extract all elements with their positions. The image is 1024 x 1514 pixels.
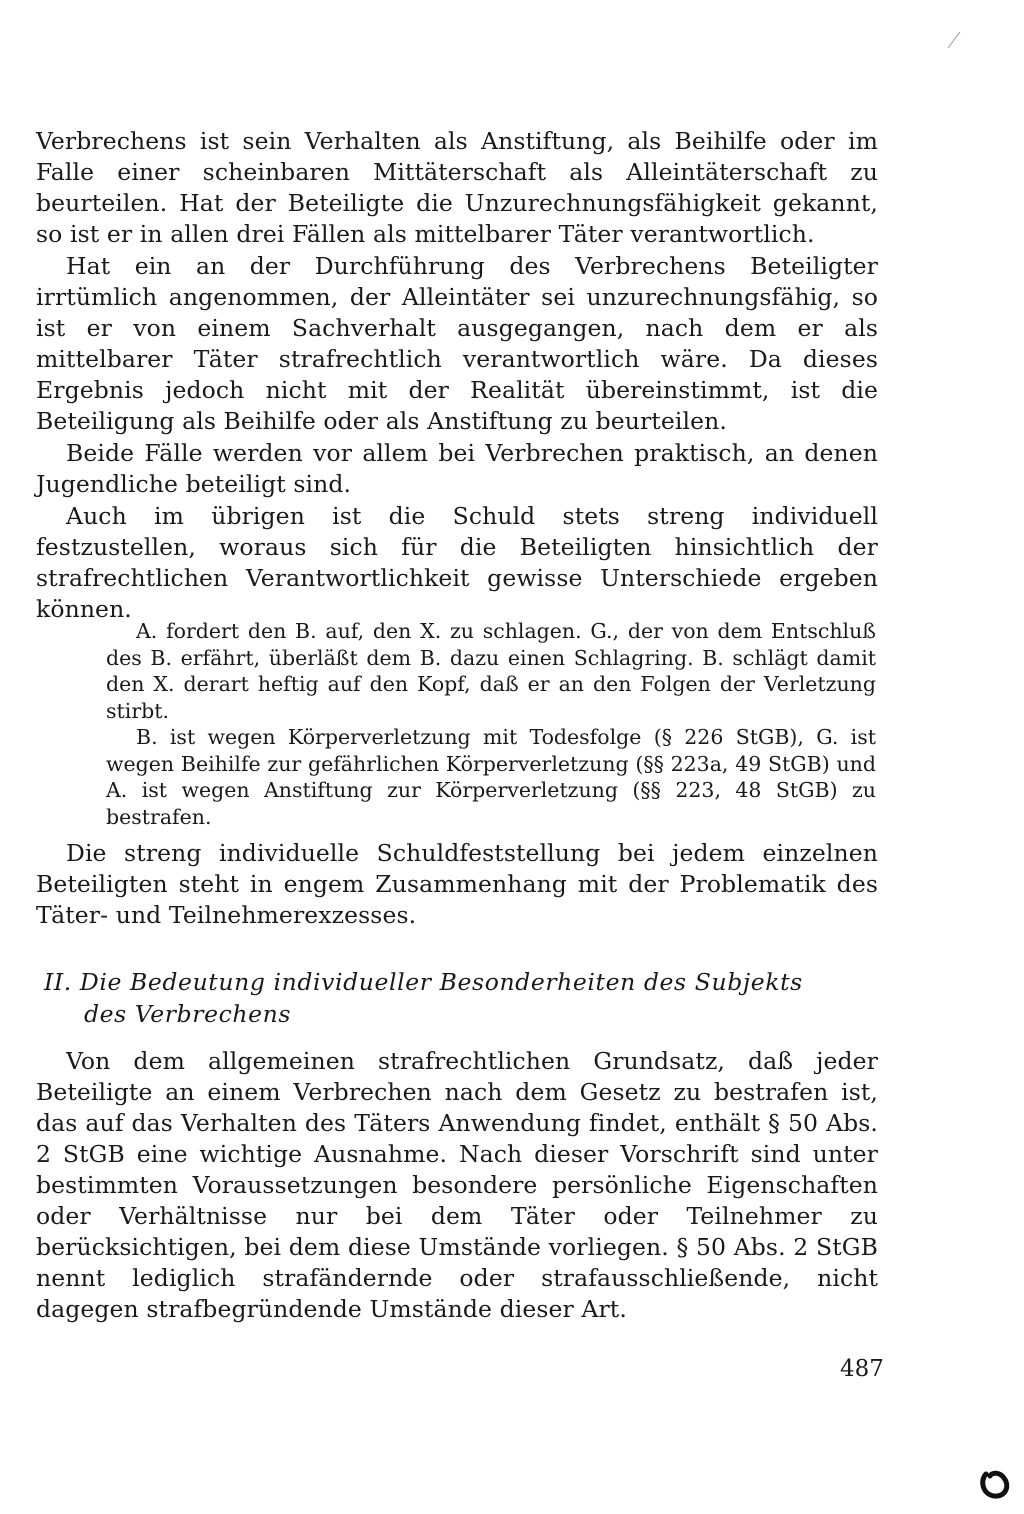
corner-stamp-icon: [978, 1466, 1012, 1500]
body-text-top: [36, 126, 878, 625]
example-block: [106, 618, 876, 830]
paragraph-erroneous-assumption: Hat ein an der Durchführung des Verbrechens Beteiligter irrtümlich angenommen, der Alleintäter sei unzurechnungsfähig, so ist er von einem Sachverhalt ausgegangen, nach dem er als mittelbarer Täter strafrechtlich verantwortlich wäre. Da dieses Ergebnis jedoch nicht mit der Realität übereinstimmt, ist die Beteiligung als Beihilfe oder als Anstiftung zu beurteilen.: [36, 252, 878, 435]
paragraph-exception: Von dem allgemeinen strafrechtlichen Grundsatz, daß jeder Beteiligte an einem Verbrechen nach dem Gesetz zu bestrafen ist, das auf das Verhalten des Täters Anwendung findet, enthält § 50 Abs. 2 StGB eine wichtige Ausnahme. Nach dieser Vorschrift sind unter bestimmten Voraussetzungen besondere persönliche Eigenschaften oder Verhältnisse nur bei dem Täter oder Teilnehmer zu berücksichtigen, bei dem diese Umstände vorliegen. § 50 Abs. 2 StGB nennt lediglich strafändernde oder strafausschließende, nicht dagegen strafbegründende Umstände dieser Art.: [36, 1047, 878, 1323]
paragraph-juveniles: Beide Fälle werden vor allem bei Verbrechen praktisch, an denen Jugendliche beteiligt sind.: [36, 439, 878, 498]
body-text-bottom: [36, 1046, 878, 1325]
page-number: 487: [840, 1356, 884, 1382]
section-heading-line2: des Verbrechens: [84, 1000, 292, 1028]
paragraph-individual-guilt: Auch im übrigen ist die Schuld stets streng individuell festzustellen, woraus sich für die Beteiligten hinsichtlich der strafrechtlichen Verantwortlichkeit gewisse Unterschiede ergeben können.: [36, 502, 878, 623]
section-heading-line1: II. Die Bedeutung individueller Besonderheiten des Subjekts: [44, 968, 803, 996]
scratch-mark: [944, 30, 964, 50]
example-verdict: B. ist wegen Körperverletzung mit Todesfolge (§ 226 StGB), G. ist wegen Beihilfe zur gefährlichen Körperverletzung (§§ 223a, 49 StGB) und A. ist wegen Anstiftung zur Körperverletzung (§§ 223, 48 StGB) zu bestrafen.: [106, 725, 876, 829]
body-text-middle: [36, 838, 878, 931]
paragraph-continuation: Verbrechens ist sein Verhalten als Anstiftung, als Beihilfe oder im Falle einer scheinbaren Mittäterschaft als Alleintäterschaft zu beurteilen. Hat der Beteiligte die Unzurechnungsfähigkeit gekannt, so ist er in allen drei Fällen als mittelbarer Täter verantwortlich.: [36, 127, 878, 248]
example-facts: A. fordert den B. auf, den X. zu schlagen. G., der von dem Entschluß des B. erfährt, überläßt dem B. dazu einen Schlagring. B. schlägt damit den X. derart heftig auf den Kopf, daß er an den Folgen der Verletzung stirbt.: [106, 619, 876, 723]
section-heading: [44, 966, 844, 1030]
paragraph-excess: Die streng individuelle Schuldfeststellung bei jedem einzelnen Beteiligten steht in engem Zusammenhang mit der Problematik des Täter- und Teilnehmerexzesses.: [36, 839, 878, 929]
